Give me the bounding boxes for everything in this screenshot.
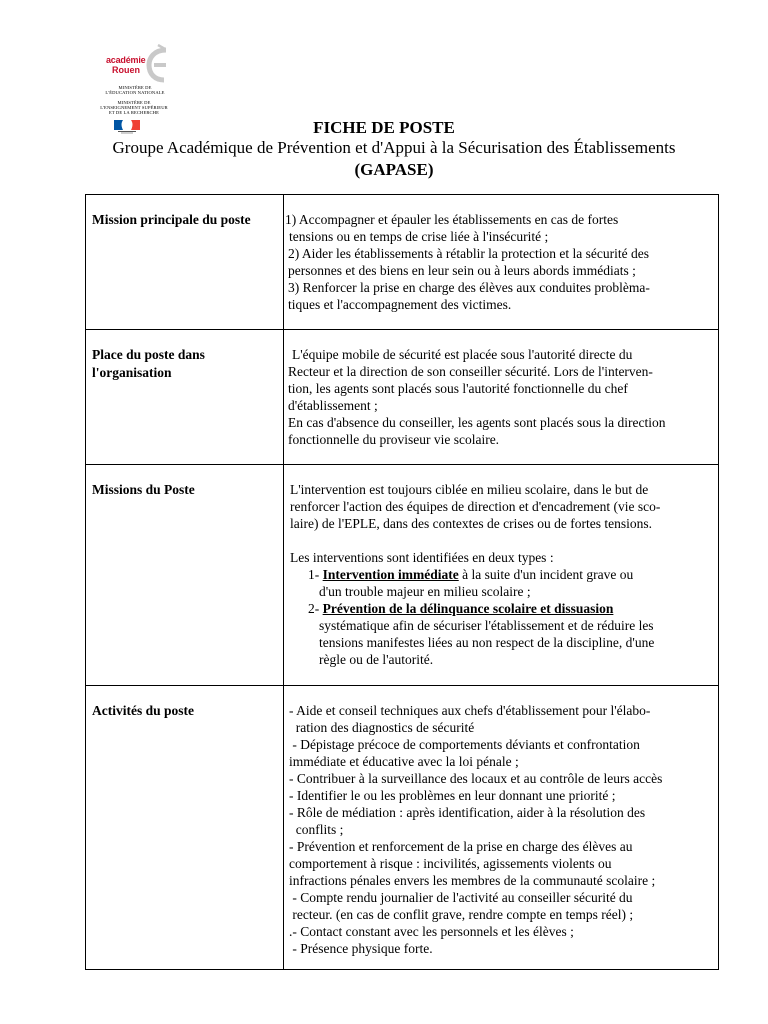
intervention-immediate-heading: Intervention immédiate bbox=[322, 567, 459, 582]
table-row-missions bbox=[86, 465, 719, 686]
prevention-heading: Prévention de la délinquance scolaire et dissuasion bbox=[322, 601, 614, 616]
job-description-table bbox=[85, 194, 719, 970]
academie-e-emblem-icon bbox=[146, 44, 172, 84]
table-row-activites bbox=[86, 686, 719, 970]
logo-brand-line1: académie bbox=[106, 55, 146, 65]
row-label: Activités du poste bbox=[86, 686, 284, 970]
ministry-higher-education-label: MINISTÈRE DE L'ENSEIGNEMENT SUPÉRIEUR ET DE LA RECHERCHE bbox=[100, 100, 168, 115]
table-row-mission-principale bbox=[86, 195, 719, 330]
row-label: Missions du Poste bbox=[86, 465, 284, 686]
list-item: 1- Intervention immédiate à la suite d'un incident grave ou bbox=[308, 567, 634, 582]
list-item: 2- Prévention de la délinquance scolaire et dissuasion bbox=[308, 601, 614, 616]
row-label: Mission principale du poste bbox=[86, 195, 284, 330]
table-row-place-du-poste bbox=[86, 330, 719, 465]
row-content: - Aide et conseil techniques aux chefs d'établissement pour l'élabo- ration des diagnostics de sécurité - Dépistage précoce de comportements déviants et confrontation immédiate et éducative avec la loi pénale ; - Contribuer à la surveillance des locaux et au contrôle de leurs accès - Identifier le ou les problèmes en leur donnant une priorité ; - Rôle de médiation : après identification, aider à la résolution des conflits ; - Prévention et renforcement de la prise en charge des élèves au comportement à risque : incivilités, agissements violents ou infractions pénales envers les membres de la communauté scolaire ; - Compte rendu journalier de l'activité au conseiller sécurité du recteur. (en cas de conflit grave, rendre compte en temps réel) ; .- Contact constant avec les personnels et les élèves ; - Présence physique forte. bbox=[284, 686, 719, 970]
row-content: L'équipe mobile de sécurité est placée sous l'autorité directe du Recteur et la direction de son conseiller sécurité. Lors de l'interven- tion, les agents sont placés sous l'autorité fonctionnelle du chef d'établissement ; En cas d'absence du conseiller, les agents sont placés sous la direction fonctionnelle du proviseur vie scolaire. bbox=[284, 330, 719, 465]
row-label: Place du poste dans l'organisation bbox=[86, 330, 284, 465]
page-acronym: (GAPASE) bbox=[354, 160, 434, 179]
page-subtitle: Groupe Académique de Prévention et d'Appui à la Sécurisation des Établissements bbox=[112, 138, 676, 157]
ministry-education-label: MINISTÈRE DE L'ÉDUCATION NATIONALE bbox=[105, 85, 165, 95]
page-title: FICHE DE POSTE bbox=[313, 118, 455, 137]
logo-brand-line2: Rouen bbox=[112, 65, 140, 75]
row-content: L'intervention est toujours ciblée en milieu scolaire, dans le but de renforcer l'action des équipes de direction et d'encadrement (vie sco- laire) de l'EPLE, dans des contextes de crises ou de fortes tensions. Les interventions sont identifiées en deux types : 1- Intervention immédiate à la suite d'un incident grave ou d'un trouble majeur en milieu scolaire ; 2- Prévention de la délinquance scolaire et dissuasion systématique afin de sécuriser l'établissement et de réduire les tensions manifestes liées au non respect de la discipline, d'une règle ou de l'autorité. bbox=[284, 465, 719, 686]
row-content: 1) Accompagner et épauler les établissements en cas de fortes tensions ou en temps de crise liée à l'insécurité ; 2) Aider les établissements à rétablir la protection et la sécurité des personnes et des biens en leur sein ou à leurs abords immédiats ; 3) Renforcer la prise en charge des élèves aux conduites problèma- tiques et l'accompagnement des victimes. bbox=[284, 195, 719, 330]
